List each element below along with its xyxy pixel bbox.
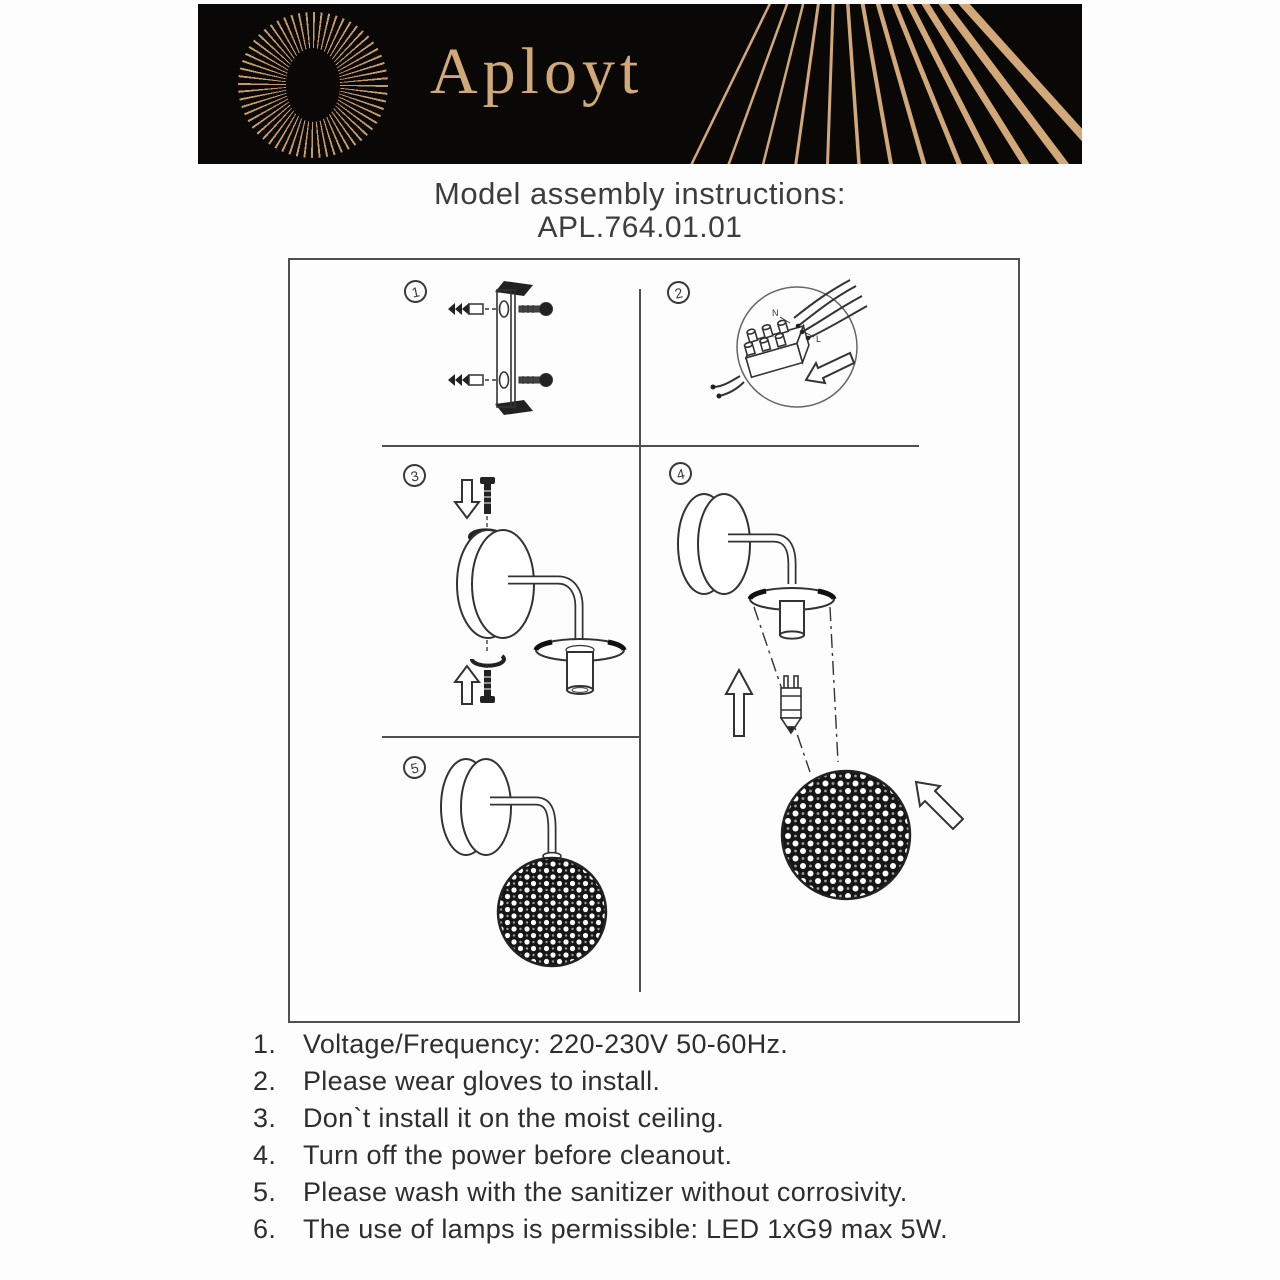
step-5-diagram bbox=[420, 757, 650, 987]
step-1-diagram bbox=[440, 276, 575, 421]
divider-horizontal-top bbox=[382, 445, 919, 447]
item-number: 5. bbox=[253, 1177, 277, 1207]
shade-holder bbox=[536, 639, 624, 694]
wall-plate bbox=[441, 759, 511, 855]
top-screw bbox=[480, 477, 495, 528]
fixture-wires bbox=[711, 376, 745, 399]
instruction-list bbox=[253, 1026, 1083, 1248]
item-text: Please wash with the sanitizer without corrosivity. bbox=[303, 1177, 908, 1207]
list-item bbox=[253, 1137, 1083, 1174]
terminal-block bbox=[739, 315, 813, 377]
item-text: The use of lamps is permissible: LED 1xG9 max 5W. bbox=[303, 1214, 948, 1244]
sheet-title: Model assembly instructions: bbox=[434, 176, 846, 211]
crystal-sphere bbox=[498, 858, 606, 966]
step-5-badge: 5 bbox=[401, 754, 428, 781]
divider-horizontal-bottom bbox=[382, 736, 639, 738]
item-number: 3. bbox=[253, 1103, 277, 1133]
insert-arrow-icon bbox=[806, 353, 854, 383]
wire-label-l: L bbox=[816, 334, 822, 344]
item-text: Turn off the power before cleanout. bbox=[303, 1140, 733, 1170]
step-4-badge: 4 bbox=[667, 460, 694, 487]
shade-holder bbox=[750, 588, 834, 639]
step-3-diagram bbox=[430, 460, 635, 710]
step-2-diagram bbox=[690, 274, 895, 424]
model-number: APL.764.01.01 bbox=[537, 211, 743, 244]
item-text: Voltage/Frequency: 220-230V 50-60Hz. bbox=[303, 1029, 789, 1059]
item-number: 2. bbox=[253, 1066, 277, 1096]
bottom-lock-washer bbox=[472, 656, 504, 666]
item-number: 1. bbox=[253, 1029, 277, 1059]
assembly-diagram-box bbox=[288, 258, 1020, 1023]
step-1-badge: 1 bbox=[402, 278, 429, 305]
list-item bbox=[253, 1174, 1083, 1211]
up-arrow-icon bbox=[726, 670, 752, 736]
list-item bbox=[253, 1063, 1083, 1100]
brand-banner bbox=[198, 4, 1082, 164]
wall-plate bbox=[678, 494, 750, 594]
item-text: Don`t install it on the moist ceiling. bbox=[303, 1103, 725, 1133]
up-arrow-icon bbox=[455, 666, 479, 704]
mounting-screws bbox=[519, 303, 553, 387]
attach-arrow-icon bbox=[916, 782, 963, 829]
g9-bulb bbox=[781, 676, 801, 733]
item-number: 6. bbox=[253, 1214, 277, 1244]
wall-bracket bbox=[495, 281, 533, 415]
item-number: 4. bbox=[253, 1140, 277, 1170]
list-item bbox=[253, 1026, 1083, 1063]
crystal-sphere bbox=[782, 771, 910, 899]
down-arrow-icon bbox=[455, 480, 479, 518]
anchor-dowels bbox=[448, 303, 496, 386]
alignment-line-right bbox=[830, 607, 838, 762]
step-4-diagram bbox=[642, 480, 1012, 1000]
supply-wires bbox=[794, 280, 867, 340]
wire-label-n: N bbox=[772, 308, 779, 318]
bottom-screw bbox=[480, 664, 495, 703]
ray-decoration-icon bbox=[198, 4, 1082, 164]
list-item bbox=[253, 1211, 1083, 1248]
item-text: Please wear gloves to install. bbox=[303, 1066, 661, 1096]
list-item bbox=[253, 1100, 1083, 1137]
step-2-badge: 2 bbox=[665, 279, 692, 306]
brand-name: Aployt bbox=[430, 35, 644, 108]
step-3-badge: 3 bbox=[401, 462, 428, 489]
